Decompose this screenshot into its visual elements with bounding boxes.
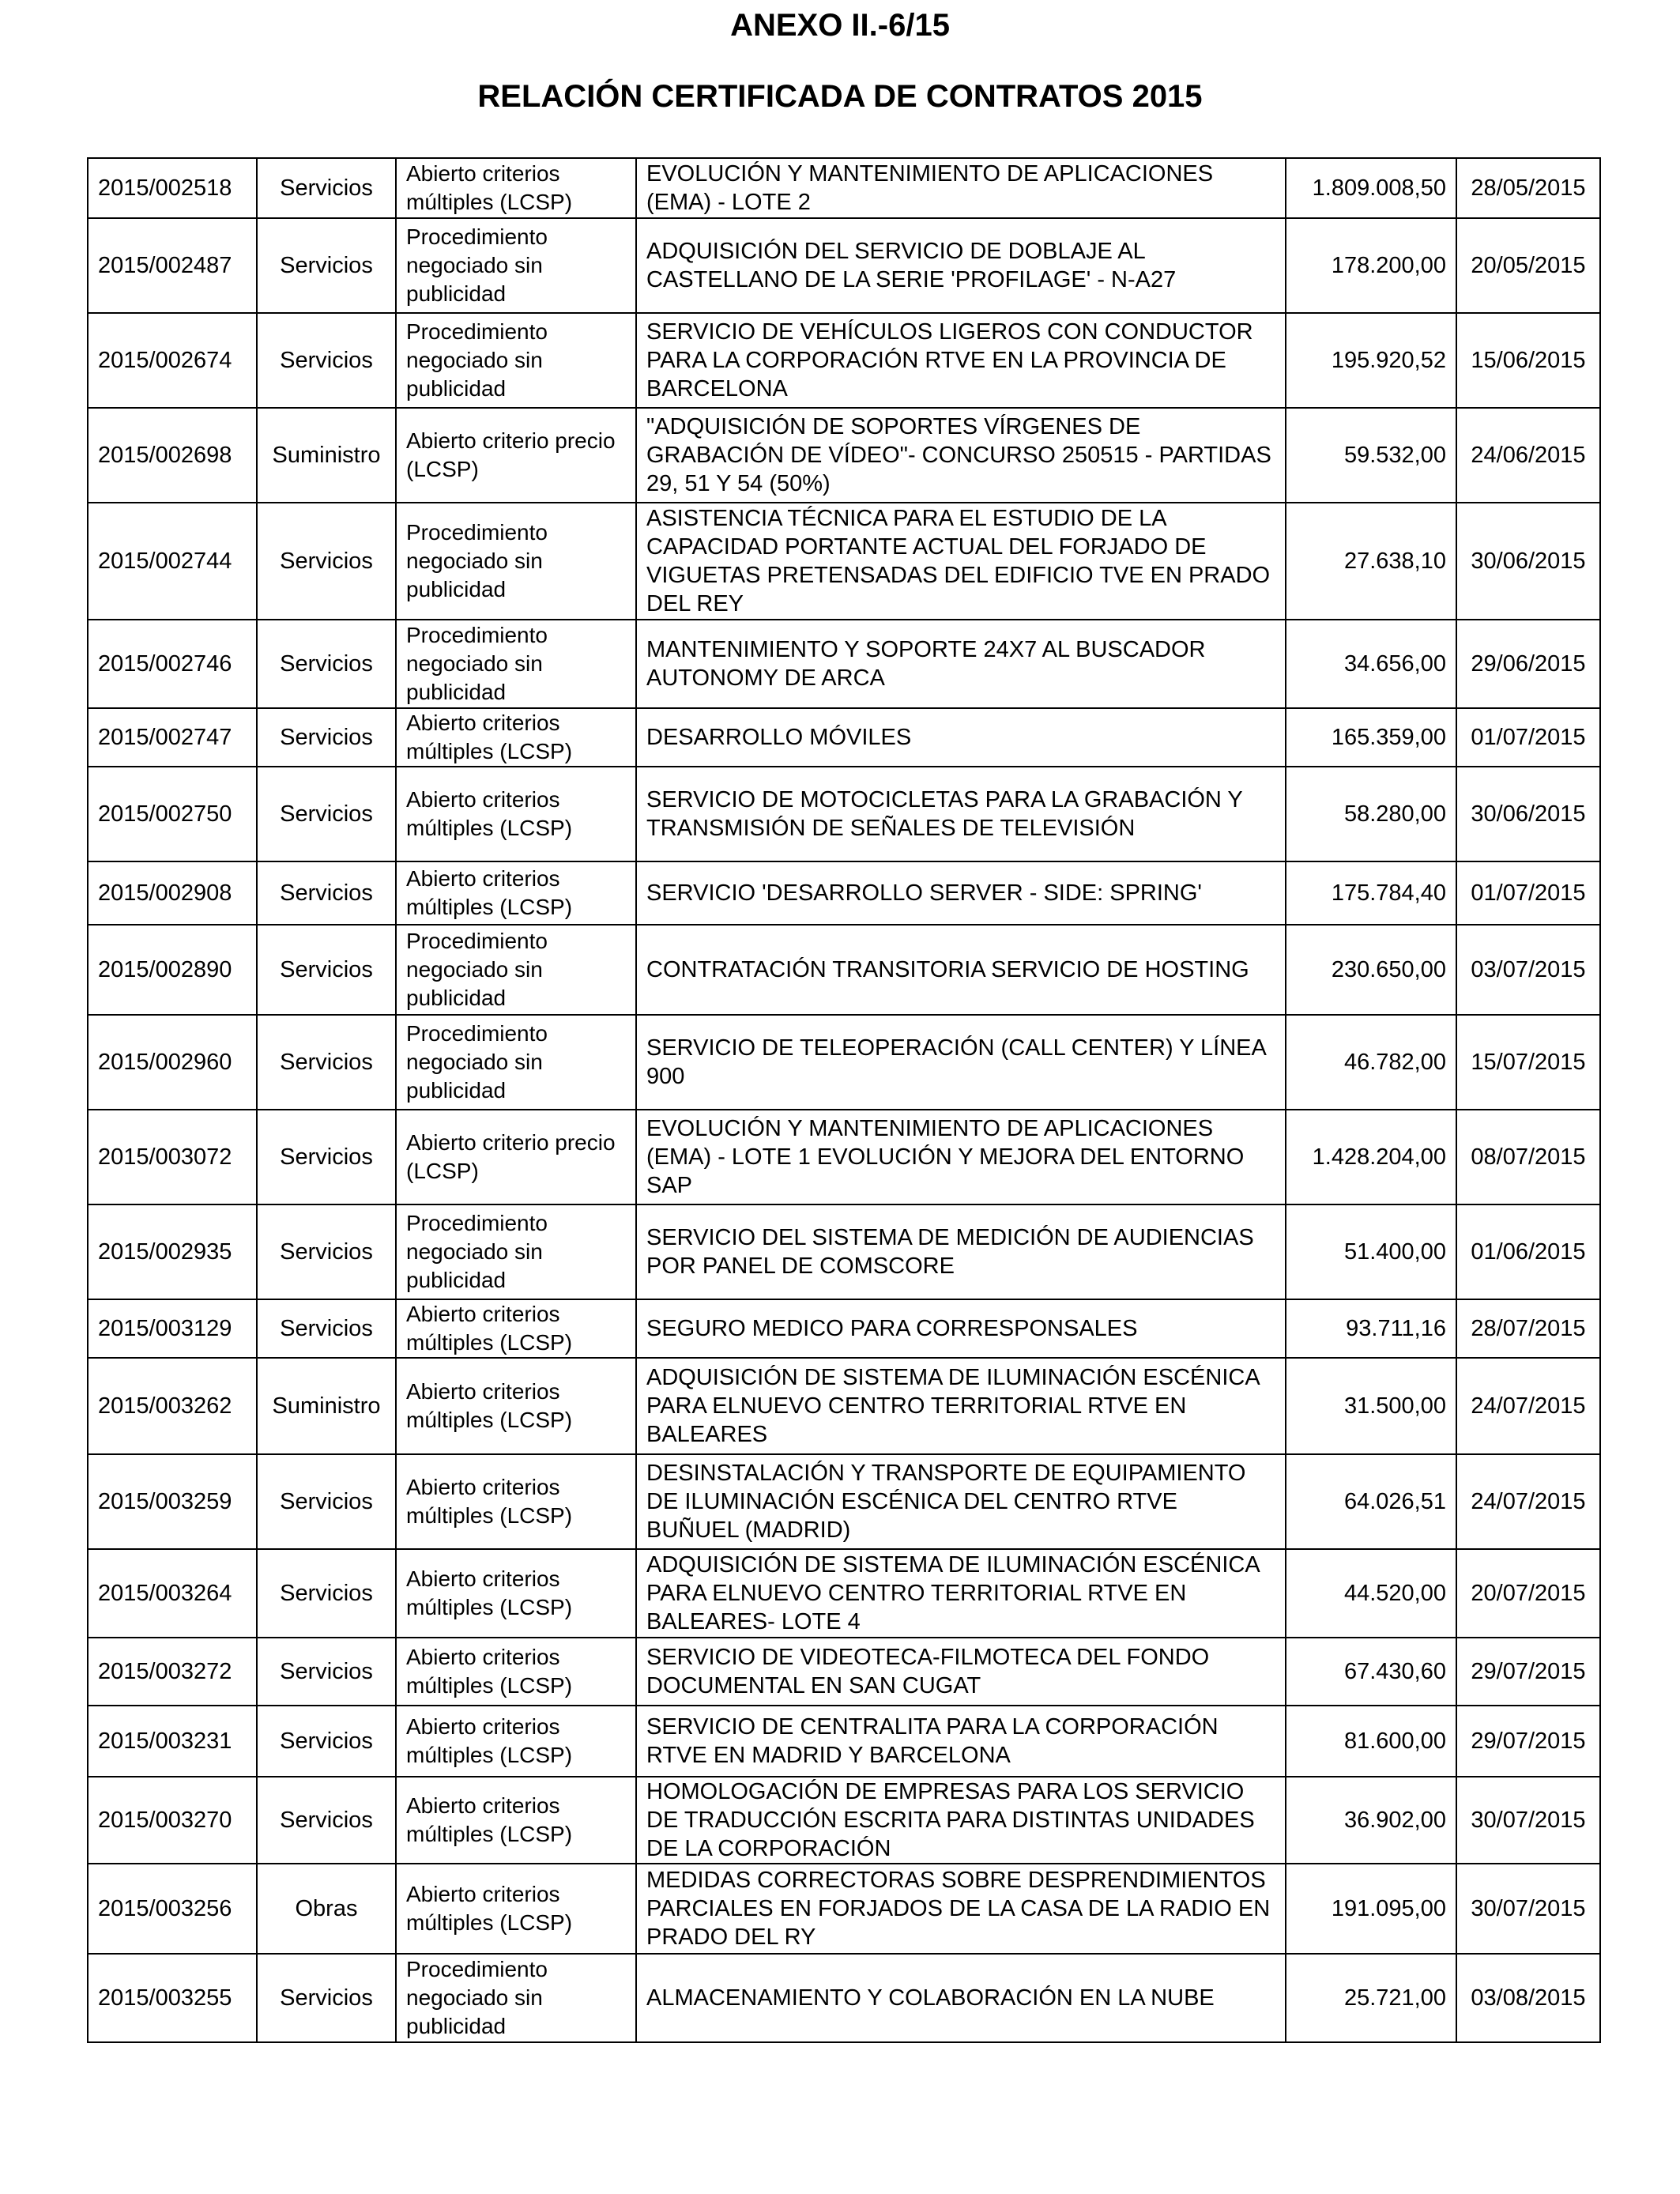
contract-number: 2015/002890 (88, 925, 257, 1015)
contract-procedure: Procedimiento negociado sin publicidad (396, 1204, 636, 1299)
contract-description: ADQUISICIÓN DE SISTEMA DE ILUMINACIÓN ESCÉNICA PARA ELNUEVO CENTRO TERRITORIAL RTVE EN BALEARES (636, 1358, 1286, 1454)
table-row (88, 313, 1600, 408)
table-row (88, 503, 1600, 620)
contract-description: SERVICIO DE TELEOPERACIÓN (CALL CENTER) Y LÍNEA 900 (636, 1015, 1286, 1110)
contract-procedure: Abierto criterios múltiples (LCSP) (396, 1777, 636, 1864)
contract-procedure: Procedimiento negociado sin publicidad (396, 503, 636, 620)
contract-type: Servicios (257, 1015, 396, 1110)
contract-description: SERVICIO DE CENTRALITA PARA LA CORPORACIÓN RTVE EN MADRID Y BARCELONA (636, 1706, 1286, 1777)
table-row (88, 1864, 1600, 1954)
contract-date: 08/07/2015 (1456, 1110, 1600, 1204)
contract-amount: 1.809.008,50 (1286, 158, 1456, 218)
table-row (88, 708, 1600, 767)
contract-number: 2015/002750 (88, 767, 257, 861)
contract-procedure: Procedimiento negociado sin publicidad (396, 925, 636, 1015)
contract-procedure: Abierto criterios múltiples (LCSP) (396, 767, 636, 861)
contract-amount: 67.430,60 (1286, 1638, 1456, 1706)
contract-description: EVOLUCIÓN Y MANTENIMIENTO DE APLICACIONES (EMA) - LOTE 2 (636, 158, 1286, 218)
contract-amount: 195.920,52 (1286, 313, 1456, 408)
contract-date: 30/06/2015 (1456, 503, 1600, 620)
contract-type: Suministro (257, 1358, 396, 1454)
contract-procedure: Abierto criterios múltiples (LCSP) (396, 1549, 636, 1638)
table-row (88, 1454, 1600, 1549)
contract-description: ADQUISICIÓN DE SISTEMA DE ILUMINACIÓN ESCÉNICA PARA ELNUEVO CENTRO TERRITORIAL RTVE EN BALEARES- LOTE 4 (636, 1549, 1286, 1638)
table-row (88, 620, 1600, 708)
table-row (88, 158, 1600, 218)
contract-type: Servicios (257, 708, 396, 767)
annex-title: ANEXO II.-6/15 (730, 8, 950, 43)
contract-type: Servicios (257, 158, 396, 218)
contract-description: DESARROLLO MÓVILES (636, 708, 1286, 767)
contract-procedure: Procedimiento negociado sin publicidad (396, 1954, 636, 2042)
contract-number: 2015/002487 (88, 218, 257, 313)
contract-amount: 36.902,00 (1286, 1777, 1456, 1864)
contract-amount: 64.026,51 (1286, 1454, 1456, 1549)
contract-amount: 59.532,00 (1286, 408, 1456, 503)
contract-procedure: Abierto criterios múltiples (LCSP) (396, 861, 636, 925)
contract-procedure: Abierto criterios múltiples (LCSP) (396, 1299, 636, 1358)
contract-description: "ADQUISICIÓN DE SOPORTES VÍRGENES DE GRABACIÓN DE VÍDEO"- CONCURSO 250515 - PARTIDAS 29, 51 Y 54 (50%) (636, 408, 1286, 503)
table-row (88, 408, 1600, 503)
table-row (88, 861, 1600, 925)
contract-number: 2015/003129 (88, 1299, 257, 1358)
contract-amount: 1.428.204,00 (1286, 1110, 1456, 1204)
table-row (88, 767, 1600, 861)
contract-date: 30/07/2015 (1456, 1777, 1600, 1864)
contract-amount: 81.600,00 (1286, 1706, 1456, 1777)
contract-type: Servicios (257, 1454, 396, 1549)
contract-type: Servicios (257, 1706, 396, 1777)
contract-date: 29/07/2015 (1456, 1706, 1600, 1777)
table-row (88, 1549, 1600, 1638)
contract-description: SERVICIO 'DESARROLLO SERVER - SIDE: SPRING' (636, 861, 1286, 925)
contract-number: 2015/002908 (88, 861, 257, 925)
contract-procedure: Abierto criterios múltiples (LCSP) (396, 708, 636, 767)
contract-number: 2015/003272 (88, 1638, 257, 1706)
page-title: RELACIÓN CERTIFICADA DE CONTRATOS 2015 (477, 79, 1203, 114)
contract-procedure: Abierto criterios múltiples (LCSP) (396, 158, 636, 218)
contract-type: Servicios (257, 1204, 396, 1299)
contract-amount: 27.638,10 (1286, 503, 1456, 620)
contract-date: 24/06/2015 (1456, 408, 1600, 503)
contract-amount: 175.784,40 (1286, 861, 1456, 925)
table-row (88, 1638, 1600, 1706)
contract-date: 20/07/2015 (1456, 1549, 1600, 1638)
contract-description: ADQUISICIÓN DEL SERVICIO DE DOBLAJE AL CASTELLANO DE LA SERIE 'PROFILAGE' - N-A27 (636, 218, 1286, 313)
contract-type: Servicios (257, 1549, 396, 1638)
contract-amount: 165.359,00 (1286, 708, 1456, 767)
contract-description: SERVICIO DEL SISTEMA DE MEDICIÓN DE AUDIENCIAS POR PANEL DE COMSCORE (636, 1204, 1286, 1299)
table-row (88, 218, 1600, 313)
table-row (88, 1954, 1600, 2042)
contract-amount: 46.782,00 (1286, 1015, 1456, 1110)
contract-description: SEGURO MEDICO PARA CORRESPONSALES (636, 1299, 1286, 1358)
contract-description: SERVICIO DE VEHÍCULOS LIGEROS CON CONDUCTOR PARA LA CORPORACIÓN RTVE EN LA PROVINCIA DE BARCELONA (636, 313, 1286, 408)
contract-amount: 191.095,00 (1286, 1864, 1456, 1954)
contract-date: 03/08/2015 (1456, 1954, 1600, 2042)
table-row (88, 1358, 1600, 1454)
contract-description: ASISTENCIA TÉCNICA PARA EL ESTUDIO DE LA CAPACIDAD PORTANTE ACTUAL DEL FORJADO DE VIGUETAS PRETENSADAS DEL EDIFICIO TVE EN PRADO DEL REY (636, 503, 1286, 620)
contract-amount: 44.520,00 (1286, 1549, 1456, 1638)
contract-description: SERVICIO DE VIDEOTECA-FILMOTECA DEL FONDO DOCUMENTAL EN SAN CUGAT (636, 1638, 1286, 1706)
contract-type: Servicios (257, 1954, 396, 2042)
contract-date: 01/07/2015 (1456, 708, 1600, 767)
contract-description: MEDIDAS CORRECTORAS SOBRE DESPRENDIMIENTOS PARCIALES EN FORJADOS DE LA CASA DE LA RADIO EN PRADO DEL RY (636, 1864, 1286, 1954)
contract-date: 15/06/2015 (1456, 313, 1600, 408)
table-row (88, 1777, 1600, 1864)
contract-number: 2015/002935 (88, 1204, 257, 1299)
contract-date: 01/06/2015 (1456, 1204, 1600, 1299)
contract-procedure: Abierto criterios múltiples (LCSP) (396, 1358, 636, 1454)
contract-type: Servicios (257, 1110, 396, 1204)
contract-type: Servicios (257, 861, 396, 925)
contract-amount: 51.400,00 (1286, 1204, 1456, 1299)
contract-date: 15/07/2015 (1456, 1015, 1600, 1110)
contract-type: Servicios (257, 503, 396, 620)
contract-date: 28/05/2015 (1456, 158, 1600, 218)
contract-description: DESINSTALACIÓN Y TRANSPORTE DE EQUIPAMIENTO DE ILUMINACIÓN ESCÉNICA DEL CENTRO RTVE BUÑUEL (MADRID) (636, 1454, 1286, 1549)
contract-type: Servicios (257, 767, 396, 861)
contract-number: 2015/002747 (88, 708, 257, 767)
contract-number: 2015/003231 (88, 1706, 257, 1777)
contract-date: 29/06/2015 (1456, 620, 1600, 708)
table-row (88, 1299, 1600, 1358)
contract-procedure: Abierto criterio precio (LCSP) (396, 408, 636, 503)
contract-description: HOMOLOGACIÓN DE EMPRESAS PARA LOS SERVICIO DE TRADUCCIÓN ESCRITA PARA DISTINTAS UNIDADES DE LA CORPORACIÓN (636, 1777, 1286, 1864)
contract-description: SERVICIO DE MOTOCICLETAS PARA LA GRABACIÓN Y TRANSMISIÓN DE SEÑALES DE TELEVISIÓN (636, 767, 1286, 861)
contract-amount: 93.711,16 (1286, 1299, 1456, 1358)
contract-number: 2015/002746 (88, 620, 257, 708)
contract-type: Suministro (257, 408, 396, 503)
contract-amount: 25.721,00 (1286, 1954, 1456, 2042)
contract-number: 2015/003270 (88, 1777, 257, 1864)
table-row (88, 1706, 1600, 1777)
contract-amount: 58.280,00 (1286, 767, 1456, 861)
contract-number: 2015/003262 (88, 1358, 257, 1454)
contract-amount: 178.200,00 (1286, 218, 1456, 313)
contract-date: 03/07/2015 (1456, 925, 1600, 1015)
contract-date: 24/07/2015 (1456, 1454, 1600, 1549)
table-row (88, 1015, 1600, 1110)
contract-date: 28/07/2015 (1456, 1299, 1600, 1358)
contract-procedure: Abierto criterios múltiples (LCSP) (396, 1706, 636, 1777)
contract-date: 29/07/2015 (1456, 1638, 1600, 1706)
contract-number: 2015/003072 (88, 1110, 257, 1204)
contract-number: 2015/002698 (88, 408, 257, 503)
contract-type: Servicios (257, 313, 396, 408)
contract-type: Servicios (257, 1299, 396, 1358)
contract-type: Servicios (257, 925, 396, 1015)
contract-number: 2015/002518 (88, 158, 257, 218)
contract-type: Obras (257, 1864, 396, 1954)
contract-description: CONTRATACIÓN TRANSITORIA SERVICIO DE HOSTING (636, 925, 1286, 1015)
table-row (88, 925, 1600, 1015)
contract-type: Servicios (257, 1638, 396, 1706)
contract-date: 30/07/2015 (1456, 1864, 1600, 1954)
contract-number: 2015/002744 (88, 503, 257, 620)
contract-number: 2015/003264 (88, 1549, 257, 1638)
contract-procedure: Procedimiento negociado sin publicidad (396, 620, 636, 708)
table-row (88, 1110, 1600, 1204)
contract-procedure: Abierto criterios múltiples (LCSP) (396, 1454, 636, 1549)
contract-number: 2015/002960 (88, 1015, 257, 1110)
contracts-table (87, 157, 1601, 2043)
contract-type: Servicios (257, 218, 396, 313)
contract-procedure: Procedimiento negociado sin publicidad (396, 218, 636, 313)
contract-number: 2015/003255 (88, 1954, 257, 2042)
contract-procedure: Procedimiento negociado sin publicidad (396, 1015, 636, 1110)
contract-procedure: Procedimiento negociado sin publicidad (396, 313, 636, 408)
contract-procedure: Abierto criterios múltiples (LCSP) (396, 1638, 636, 1706)
contract-type: Servicios (257, 620, 396, 708)
table-row (88, 1204, 1600, 1299)
contract-date: 24/07/2015 (1456, 1358, 1600, 1454)
contract-description: EVOLUCIÓN Y MANTENIMIENTO DE APLICACIONES (EMA) - LOTE 1 EVOLUCIÓN Y MEJORA DEL ENTORNO SAP (636, 1110, 1286, 1204)
contract-description: MANTENIMIENTO Y SOPORTE 24X7 AL BUSCADOR AUTONOMY DE ARCA (636, 620, 1286, 708)
contract-amount: 230.650,00 (1286, 925, 1456, 1015)
contract-type: Servicios (257, 1777, 396, 1864)
contract-description: ALMACENAMIENTO Y COLABORACIÓN EN LA NUBE (636, 1954, 1286, 2042)
contract-amount: 34.656,00 (1286, 620, 1456, 708)
contract-procedure: Abierto criterio precio (LCSP) (396, 1110, 636, 1204)
contract-number: 2015/003256 (88, 1864, 257, 1954)
contract-date: 30/06/2015 (1456, 767, 1600, 861)
contract-date: 20/05/2015 (1456, 218, 1600, 313)
contract-number: 2015/002674 (88, 313, 257, 408)
contract-number: 2015/003259 (88, 1454, 257, 1549)
contract-date: 01/07/2015 (1456, 861, 1600, 925)
contract-amount: 31.500,00 (1286, 1358, 1456, 1454)
contract-procedure: Abierto criterios múltiples (LCSP) (396, 1864, 636, 1954)
